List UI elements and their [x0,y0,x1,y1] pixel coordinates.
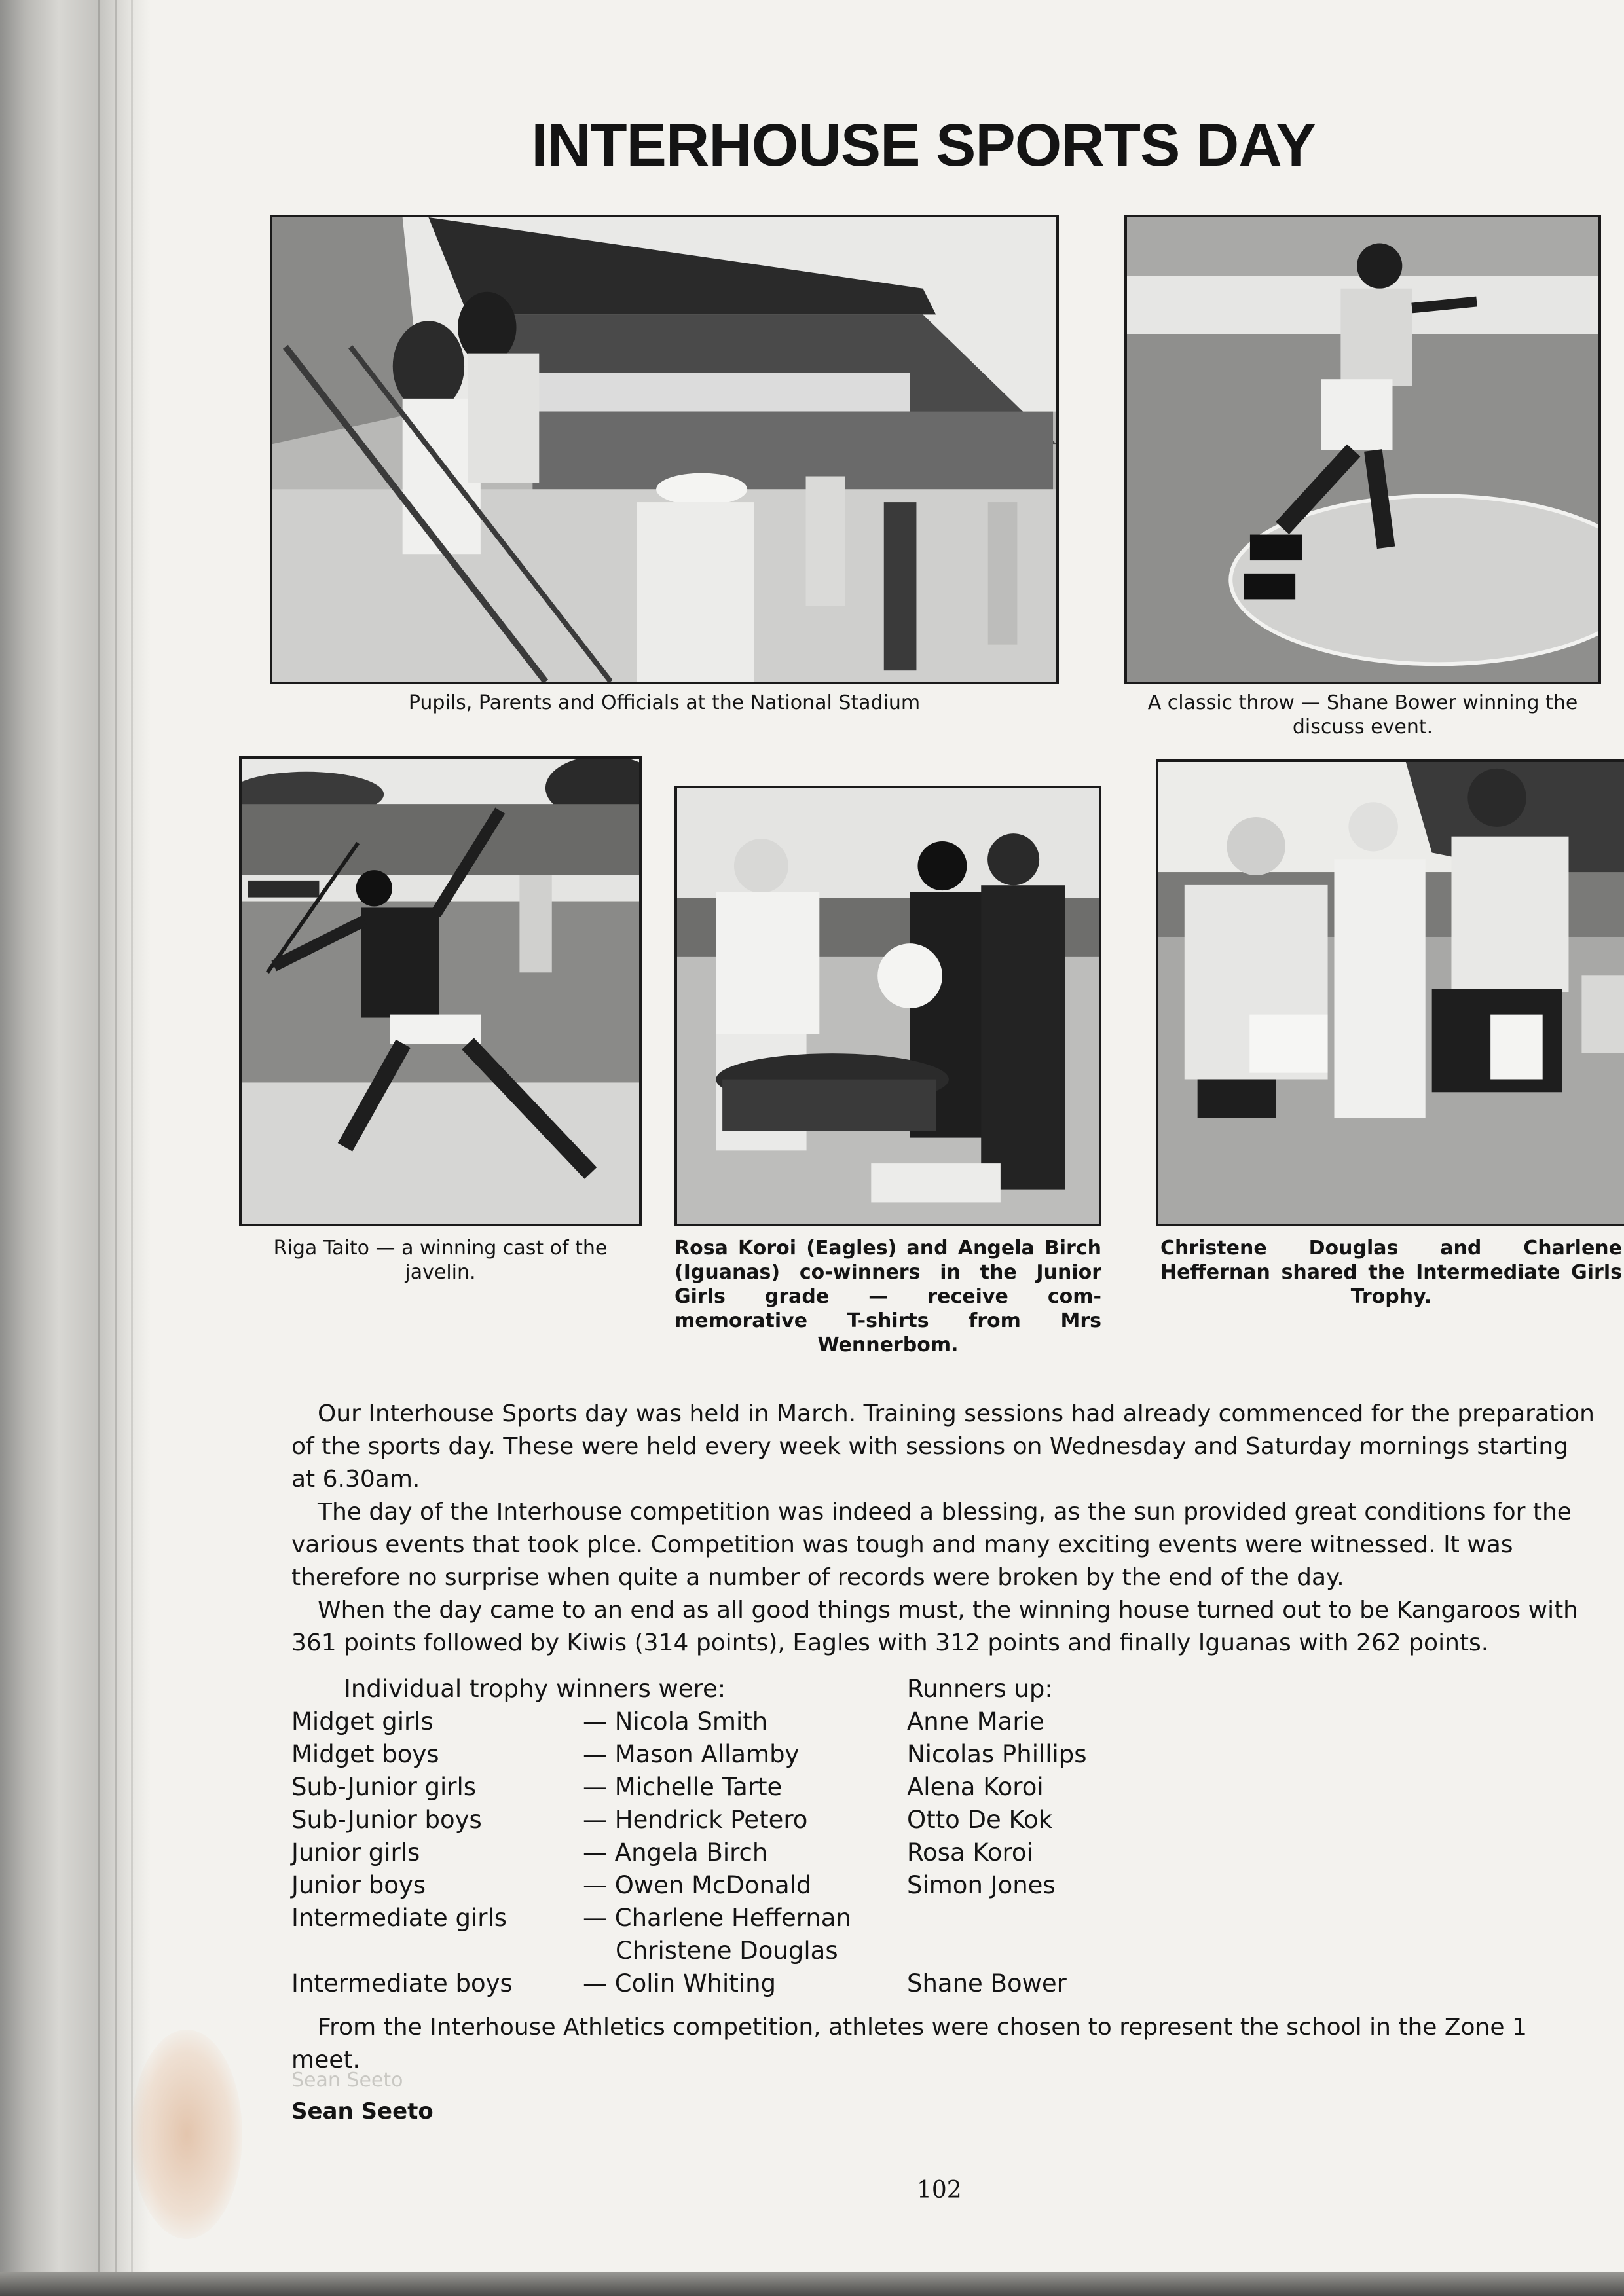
paragraph: When the day came to an end as all good things must, the winning house turned out to be Kangaroos with 361 points followed by Kiwis (314 points), Eagles with 312 points and finally Iguanas with 262 points. [291,1597,1578,1656]
runner-up: Nicolas Phillips [907,1740,1087,1768]
page-edge [115,0,117,2296]
trophy-row [291,1869,1169,1902]
runner-up [907,1902,1169,1935]
photo-stadium-image [272,217,1056,682]
winner: Christene Douglas [616,1937,838,1965]
photo-javelin [239,756,642,1226]
photo-javelin-caption: Riga Taito — a winning cast of the javelin. [273,1237,608,1284]
paragraph: From the Interhouse Athletics competition, athletes were chosen to represent the school in the Zone 1 meet. [291,2014,1527,2073]
trophy-row [291,1836,1169,1869]
category: Intermediate boys [291,1969,513,1997]
winner: — Nicola Smith [583,1707,768,1736]
photo-trophy-caption: Christene Douglas and Charlene Heffernan shared the Intermediate Girls Trophy. [1160,1237,1622,1308]
trophy-row [291,1967,1169,2000]
category [291,1935,583,1967]
photo-discus-image [1127,217,1598,682]
runners-up-heading: Runners up: [907,1675,1053,1703]
trophy-row [291,1771,1169,1804]
category: Sub-Junior girls [291,1773,477,1801]
category: Junior girls [291,1838,420,1867]
photo-trophy-image [1158,762,1624,1224]
article-body [291,1398,1595,1660]
winners-heading: Individual trophy winners were: [344,1675,726,1703]
category: Midget girls [291,1707,434,1736]
author-signature: Sean Seeto [291,2098,434,2124]
page-title: INTERHOUSE SPORTS DAY [531,112,1316,179]
paragraph: The day of the Interhouse competition was indeed a blessing, as the sun provided great conditions for the various events that took plce. Competition was tough and many exciting events were witnessed. It was therefore no surprise when quite a number of records were broken by the end of the day. [291,1499,1572,1591]
trophy-winners-list [291,1673,1169,2000]
trophy-row [291,1804,1169,1836]
runner-up: Shane Bower [907,1969,1067,1997]
winner: — Mason Allamby [583,1740,800,1768]
photo-discus [1124,215,1601,684]
book-binding [0,0,151,2296]
trophy-row [291,1902,1169,1935]
show-through-text: Sean Seeto [291,2069,403,2092]
winner: — Michelle Tarte [583,1773,783,1801]
page-edge [98,0,100,2296]
photo-discus-caption: A classic throw — Shane Bower winning the discuss event. [1147,691,1578,738]
runner-up [907,1935,1169,1967]
category: Sub-Junior boys [291,1806,482,1834]
photo-tshirts-image [677,788,1099,1224]
trophy-row [291,1935,1169,1967]
page-edge [131,0,133,2296]
winner: — Angela Birch [583,1838,768,1867]
page-number: 102 [917,2177,962,2204]
paragraph: Our Interhouse Sports day was held in March. Training sessions had already commenced for the preparation of the sports day. These were held every week with sessions on Wednesday and Saturday mornings starting at 6.30am. [291,1400,1595,1493]
trophy-row [291,1738,1169,1771]
paper-stain [131,2030,242,2239]
photo-javelin-image [242,759,639,1224]
runner-up: Otto De Kok [907,1806,1053,1834]
category: Midget boys [291,1740,439,1768]
photo-tshirts-caption: Rosa Koroi (Eagles) and Angela Birch (Iguanas) co-winners in the Junior Girls grade — receive com-memorative T-shirts from Mrs Wennerbom. [674,1237,1101,1357]
category: Junior boys [291,1871,426,1899]
photo-tshirts [674,786,1101,1226]
category: Intermediate girls [291,1904,507,1932]
winner: — Hendrick Petero [583,1806,808,1834]
runner-up: Rosa Koroi [907,1838,1033,1867]
runner-up: Simon Jones [907,1871,1056,1899]
winner: — Colin Whiting [583,1969,777,1997]
trophy-list-header [291,1673,1169,1705]
closing-paragraph [291,2011,1595,2077]
photo-trophy [1156,759,1624,1226]
trophy-row [291,1705,1169,1738]
scan-edge-shadow [0,2272,1624,2296]
runner-up: Anne Marie [907,1707,1044,1736]
runner-up: Alena Koroi [907,1773,1044,1801]
winner: — Owen McDonald [583,1871,812,1899]
photo-stadium [270,215,1059,684]
photo-stadium-caption: Pupils, Parents and Officials at the National Stadium [408,691,921,714]
winner: — Charlene Heffernan [583,1904,851,1932]
